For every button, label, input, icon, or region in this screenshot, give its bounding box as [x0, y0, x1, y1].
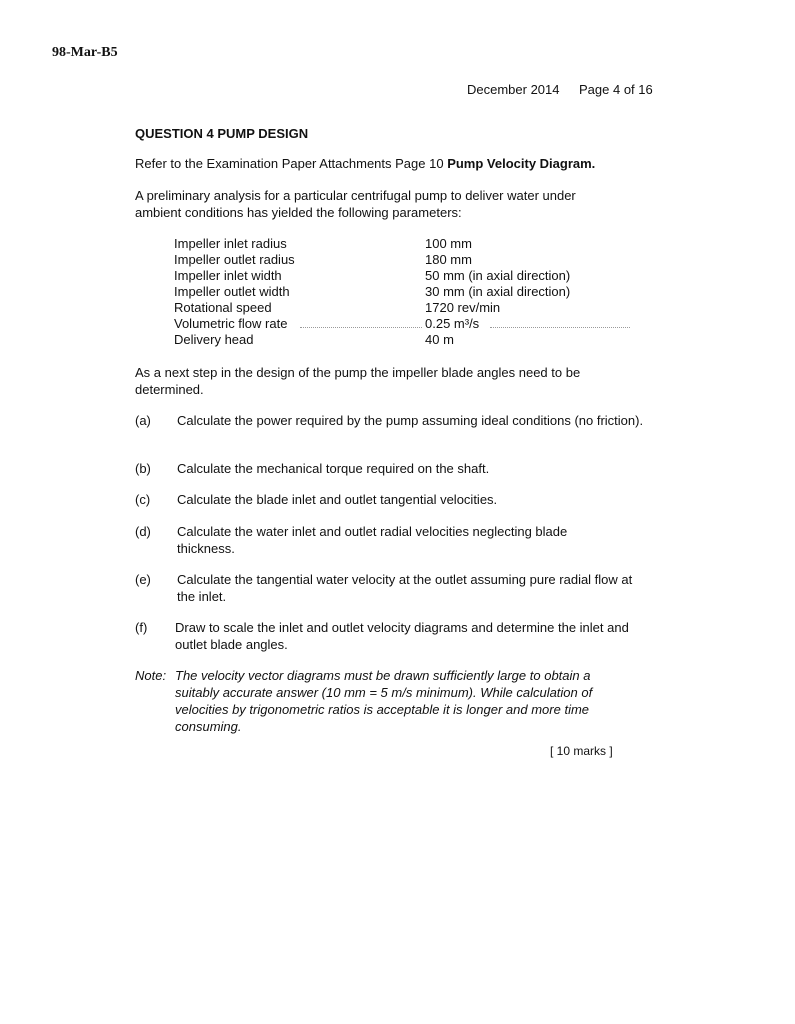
part-text: Calculate the power required by the pump assuming ideal conditions (no friction).	[177, 413, 644, 428]
parameter-row	[174, 236, 644, 252]
parameter-label: Impeller outlet radius	[174, 252, 295, 267]
parameter-value: 100 mm	[425, 236, 472, 251]
parameter-row	[174, 284, 644, 300]
part-text: Calculate the tangential water velocity at the outlet assuming pure radial flow at the inlet.	[177, 572, 633, 604]
part-marker: (d)	[135, 524, 151, 539]
parameter-row	[174, 316, 644, 332]
exam-code: 98-Mar-B5	[52, 45, 118, 60]
part-text: Calculate the blade inlet and outlet tangential velocities.	[177, 492, 498, 507]
parameter-label: Impeller outlet width	[174, 284, 290, 299]
parameter-value: 30 mm (in axial direction)	[425, 284, 571, 299]
parameter-row	[174, 300, 644, 316]
part-marker: (f)	[135, 620, 148, 635]
scan-artifact-dotted-line	[490, 327, 630, 328]
parameter-label: Volumetric flow rate	[174, 316, 288, 331]
parameter-value: 50 mm (in axial direction)	[425, 268, 571, 283]
reference-line	[135, 155, 655, 172]
exam-date: December 2014	[467, 82, 560, 97]
part-text: Calculate the water inlet and outlet radial velocities neglecting blade thickness.	[177, 524, 568, 556]
parameter-value: 0.25 m³/s	[425, 316, 480, 331]
parameter-value: 180 mm	[425, 252, 472, 267]
parameter-label: Rotational speed	[174, 300, 272, 315]
next-step-paragraph: As a next step in the design of the pump the impeller blade angles need to be determined.	[135, 365, 581, 397]
scan-artifact-dotted-line	[300, 327, 422, 328]
reference-bold-text: Pump Velocity Diagram.	[447, 156, 596, 171]
parameter-label: Impeller inlet radius	[174, 236, 287, 251]
parameter-row	[174, 332, 644, 348]
parameter-row	[174, 252, 644, 268]
parameter-label: Delivery head	[174, 332, 254, 347]
part-marker: (e)	[135, 572, 151, 587]
parameter-label: Impeller inlet width	[174, 268, 282, 283]
parameter-row	[174, 268, 644, 284]
parameter-value: 1720 rev/min	[425, 300, 501, 315]
question-title: QUESTION 4 PUMP DESIGN	[135, 126, 309, 141]
part-marker: (c)	[135, 492, 151, 507]
note-text: The velocity vector diagrams must be drawn sufficiently large to obtain a suitably accurate answer (10 mm = 5 m/s minimum). While calculation of velocities by trigonometric ratios is acceptable it is longer and more time consuming.	[175, 668, 593, 734]
note-marker: Note:	[135, 668, 167, 683]
part-text: Calculate the mechanical torque required on the shaft.	[177, 461, 490, 476]
part-text: Draw to scale the inlet and outlet velocity diagrams and determine the inlet and outlet blade angles.	[175, 620, 629, 652]
intro-paragraph: A preliminary analysis for a particular centrifugal pump to deliver water under ambient conditions has yielded the following parameters:	[135, 188, 576, 220]
marks-label: [ 10 marks ]	[550, 744, 613, 758]
part-marker: (b)	[135, 461, 151, 476]
page-number: Page 4 of 16	[579, 82, 653, 97]
reference-text: Refer to the Examination Paper Attachments Page 10	[135, 156, 448, 171]
part-marker: (a)	[135, 413, 151, 428]
parameter-value: 40 m	[425, 332, 454, 347]
